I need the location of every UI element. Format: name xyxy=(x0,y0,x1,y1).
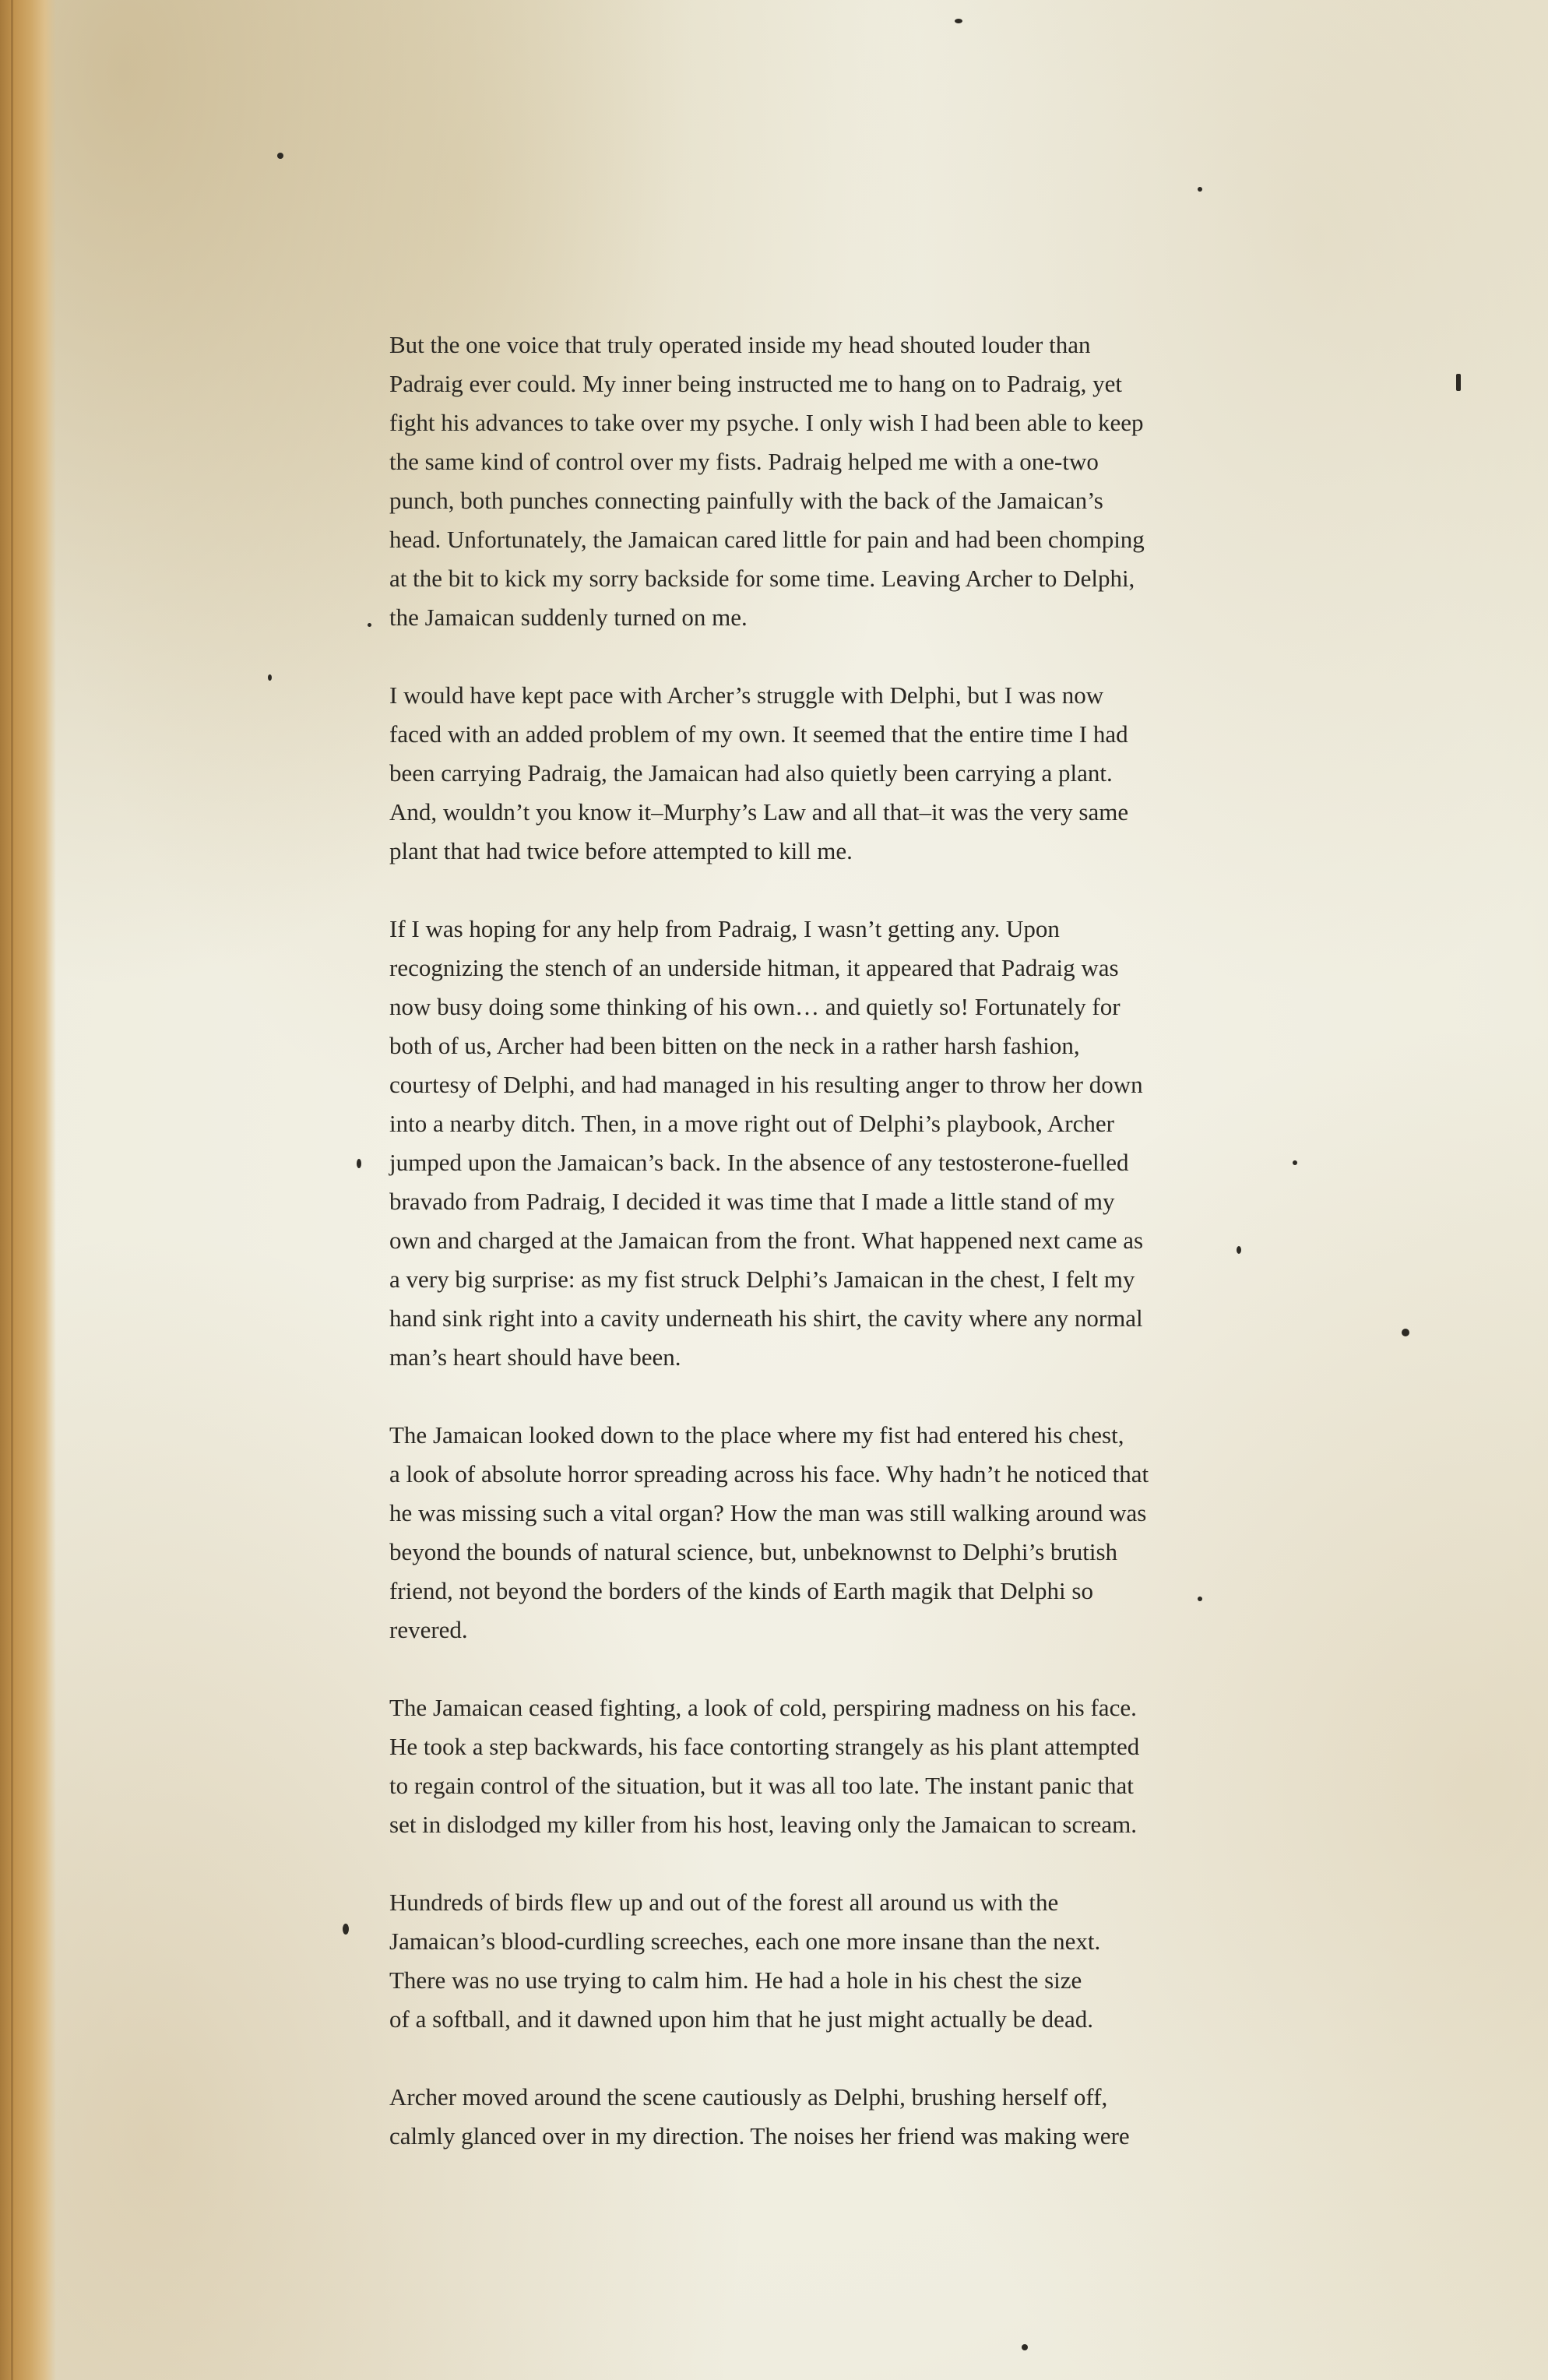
page-edge-crease xyxy=(11,0,13,2380)
paper-speck xyxy=(277,153,283,159)
paragraph: The Jamaican looked down to the place where my fist had entered his chest, a look of absolute horror spreading across his face. Why hadn’t he noticed that he was missing such a vital organ? How the man was still walking around was beyond the bounds of natural science, but, unbeknownst to Delphi’s brutish friend, not beyond the borders of the kinds of Earth magik that Delphi so revered. xyxy=(389,1421,1149,1643)
paper-speck xyxy=(1022,2344,1028,2350)
paper-speck xyxy=(955,19,962,23)
paper-speck xyxy=(1402,1329,1409,1336)
body-text xyxy=(389,326,1261,2195)
paper-speck xyxy=(1293,1160,1297,1165)
paper-speck xyxy=(1198,187,1202,192)
paragraph: Hundreds of birds flew up and out of the forest all around us with the Jamaican’s blood-curdling screeches, each one more insane than the next. There was no use trying to calm him. He had a hole in his chest the size of a softball, and it dawned upon him that he just might actually be dead. xyxy=(389,1889,1101,2033)
paragraph: If I was hoping for any help from Padraig, I wasn’t getting any. Upon recognizing the stench of an underside hitman, it appeared that Padraig was now busy doing some thinking of his own… and quietly so! Fortunately for both of us, Archer had been bitten on the neck in a rather harsh fashion, courtesy of Delphi, and had managed in his resulting anger to throw her down into a nearby ditch. Then, in a move right out of Delphi’s playbook, Archer jumped upon the Jamaican’s back. In the absence of any testosterone-fuelled bravado from Padraig, I decided it was time that I made a little stand of my own and charged at the Jamaican from the front. What happened next came as a very big surprise: as my fist struck Delphi’s Jamaican in the chest, I felt my hand sink right into a cavity underneath his shirt, the cavity where any normal man’s heart should have been. xyxy=(389,915,1144,1371)
paper-speck xyxy=(357,1159,361,1168)
paragraph: I would have kept pace with Archer’s struggle with Delphi, but I was now faced with an added problem of my own. It seemed that the entire time I had been carrying Padraig, the Jamaican had also quietly been carrying a plant. And, wouldn’t you know it–Murphy’s Law and all that–it was the very same plant that had twice before attempted to kill me. xyxy=(389,681,1129,864)
page-left-edge xyxy=(0,0,56,2380)
paper-speck xyxy=(1456,374,1461,391)
paragraph: The Jamaican ceased fighting, a look of cold, perspiring madness on his face. He took a step backwards, his face contorting strangely as his plant attempted to regain control of the situation, but it was all too late. The instant panic that set in dislodged my killer from his host, leaving only the Jamaican to scream. xyxy=(389,1694,1140,1838)
paragraph: Archer moved around the scene cautiously as Delphi, brushing herself off, calmly glanced over in my direction. The noises her friend was making were xyxy=(389,2083,1130,2149)
paper-speck xyxy=(268,674,272,681)
paper-speck xyxy=(343,1924,349,1935)
paragraph: But the one voice that truly operated inside my head shouted louder than Padraig ever could. My inner being instructed me to hang on to Padraig, yet fight his advances to take over my psyche. I only wish I had been able to keep the same kind of control over my fists. Padraig helped me with a one-two punch, both punches connecting painfully with the back of the Jamaican’s head. Unfortunately, the Jamaican cared little for pain and had been chomping at the bit to kick my sorry backside for some time. Leaving Archer to Delphi, the Jamaican suddenly turned on me. xyxy=(389,331,1145,631)
paper-speck xyxy=(368,623,371,627)
